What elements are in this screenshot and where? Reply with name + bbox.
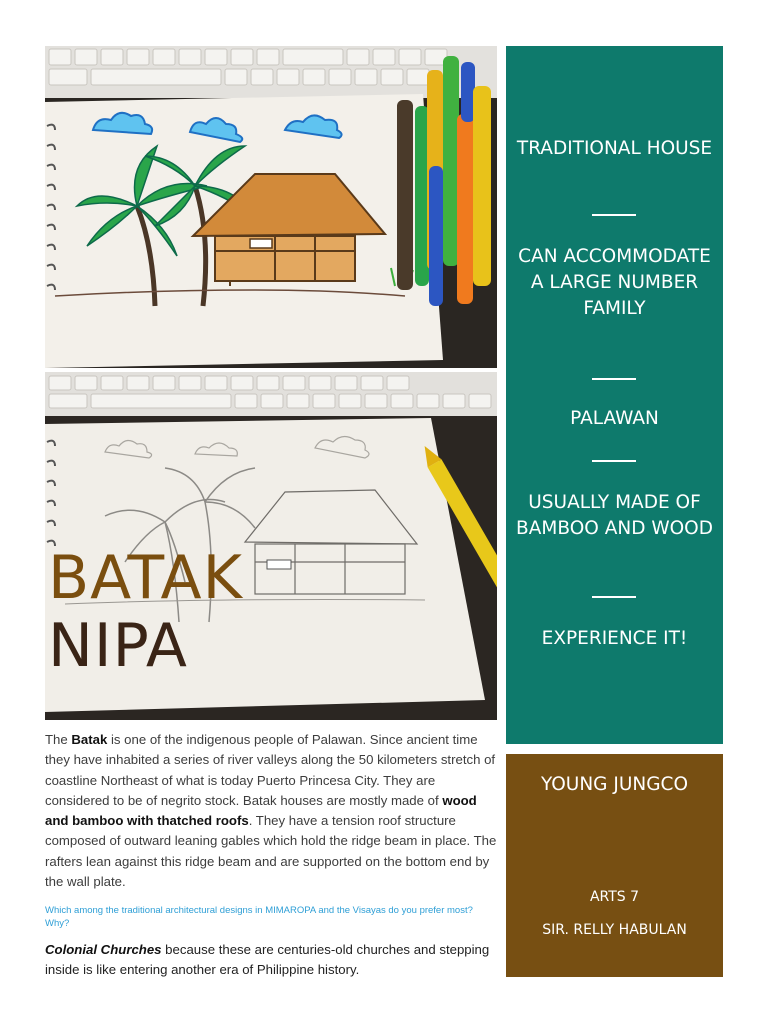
teacher-name: SIR. RELLY HABULAN [542,922,687,938]
p1-bold-batak: Batak [71,732,108,747]
title-line-batak: BATAK [48,543,243,613]
info-item-capacity: CAN ACCOMMODATE A LARGE NUMBER FAMILY [518,246,711,319]
info-item-materials: USUALLY MADE OF BAMBOO AND WOOD [516,492,713,539]
info-item-location: PALAWAN [570,408,659,429]
p1-bold-materials: wood and bamboo with thatched roofs [45,792,477,829]
info-separator [592,596,636,598]
info-separator [592,460,636,462]
question-text: Which among the traditional architectural designs in MIMAROPA and the Visayas do you prefer most? Why? [45,905,473,929]
title-line-nipa: NIPA [48,611,188,681]
p1-part-c: is one of the indigenous people of Palawan. Since ancient time they have inhabited a series of river valleys along the 50 kilometers stretch of coastline Northeast of what is today Puerto Princesa City. They are considered to be of negrito stock. Batak houses are mostly made of [45,732,496,808]
author-name: YOUNG JUNGCO [540,774,689,795]
p1-part-e: . They have a tension roof structure composed of outward leaning gables which hold the ridge beam in place. The rafters lean against this ridge beam and are supported on the bottom end by the wall plate. [45,813,497,890]
info-item-experience: EXPERIENCE IT! [541,628,688,649]
credits-panel [506,754,723,977]
answer-paragraph [45,940,495,981]
answer-bold: Colonial Churches [45,942,162,957]
class-name: ARTS 7 [589,889,640,905]
description-paragraph [45,730,500,892]
info-separator [592,378,636,380]
p1-part-a: The [45,732,72,747]
colored-drawing-photo [45,46,497,368]
info-separator [592,214,636,216]
info-item-traditional-house: TRADITIONAL HOUSE [516,138,713,159]
answer-rest: because these are centuries-old churches and stepping inside is like entering another era of Philippine history. [45,942,490,978]
info-panel [506,46,723,744]
